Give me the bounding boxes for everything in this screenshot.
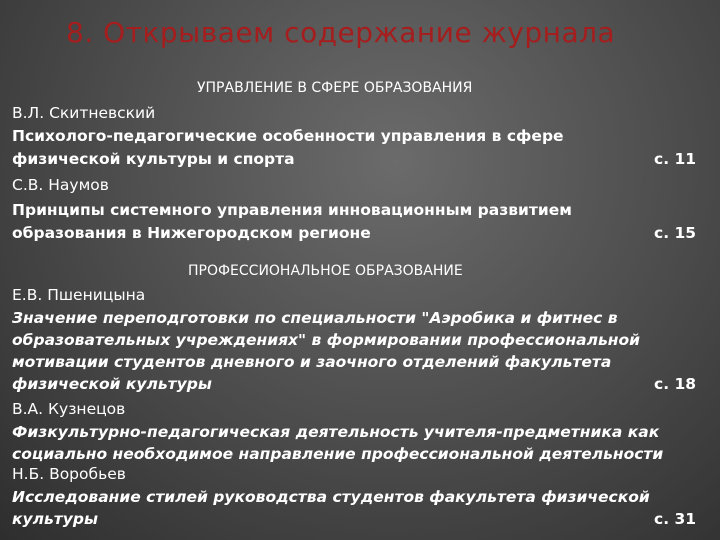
- author-name: В.А. Кузнецов: [12, 400, 126, 418]
- page-number: с. 18: [654, 375, 697, 393]
- article-title-line: культуры: [12, 510, 98, 528]
- page-number: с. 31: [654, 510, 697, 528]
- article-title-line: образовательных учреждениях" в формировании профессиональной: [12, 331, 640, 349]
- author-name: В.Л. Скитневский: [12, 104, 156, 122]
- article-title-line: физической культуры и спорта: [12, 150, 295, 168]
- author-name: Е.В. Пшеницына: [12, 286, 146, 304]
- article-title-line: мотивации студентов дневного и заочного отделений факультета: [12, 353, 612, 371]
- page-title: 8. Открываем содержание журнала: [66, 16, 616, 49]
- article-title-line: Физкультурно-педагогическая деятельность учителя-предметника как: [12, 423, 660, 441]
- author-name: С.В. Наумов: [12, 176, 109, 194]
- section-heading-management: УПРАВЛЕНИЕ В СФЕРЕ ОБРАЗОВАНИЯ: [197, 80, 473, 96]
- section-heading-professional: ПРОФЕССИОНАЛЬНОЕ ОБРАЗОВАНИЕ: [188, 263, 463, 279]
- article-title-line: Принципы системного управления инновационным развитием: [12, 201, 572, 219]
- page-number: с. 11: [654, 150, 697, 168]
- article-title-line: Исследование стилей руководства студентов факультета физической: [12, 488, 650, 506]
- article-title-line: физической культуры: [12, 375, 212, 393]
- author-name: Н.Б. Воробьев: [12, 465, 126, 483]
- page-number: с. 15: [654, 224, 697, 242]
- article-title-line: социально необходимое направление профессиональной деятельности: [12, 445, 664, 463]
- article-title-line: Значение переподготовки по специальности "Аэробика и фитнес в: [12, 309, 618, 327]
- article-title-line: Психолого-педагогические особенности управления в сфере: [12, 127, 564, 145]
- article-title-line: образования в Нижегородском регионе: [12, 224, 371, 242]
